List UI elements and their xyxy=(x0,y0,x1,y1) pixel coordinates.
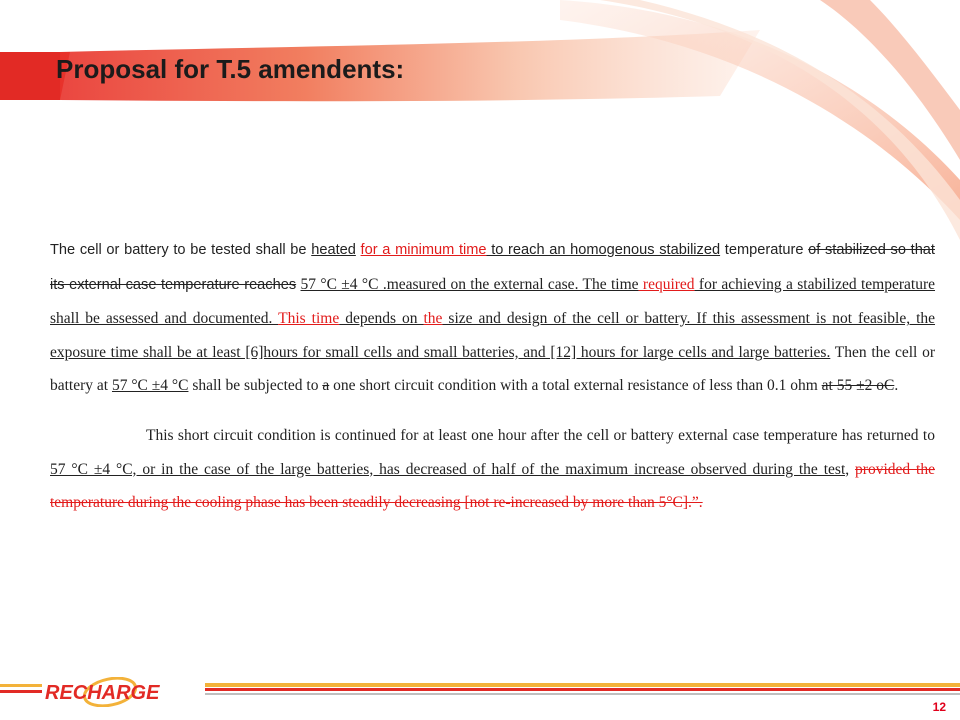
p1-deletion: at 55 ±2 oC xyxy=(821,377,895,395)
p1-text: . xyxy=(894,377,899,395)
paragraph-1 xyxy=(50,233,935,403)
p1-insert: size and design of the cell or battery. If this assessment is not feasible, the exposure time shall be at least [6]hours for small cells and small batteries, and [12] hours for large cells and large batteries. xyxy=(50,310,936,361)
p2-deletion-red: provided the temperature during the cooling phase has been steadily decreasing [not re-increased by more than 5°C].”. xyxy=(50,460,935,512)
p1-deletion: a xyxy=(322,377,330,395)
p1-text: shall be subjected to xyxy=(188,377,323,395)
p2-insert: 57 °C ±4 °C, or in the case of the large batteries, has decreased of half of the maximum increase observed during the test, xyxy=(50,460,850,478)
page-number: 12 xyxy=(932,700,946,714)
p1-insert: for achieving a stabilized temperature shall be assessed and documented. xyxy=(50,275,936,328)
p1-insert-red: This time xyxy=(278,310,340,328)
p1-insert-red: the xyxy=(423,310,443,328)
p1-text: one short circuit condition with a total external resistance of less than 0.1 ohm xyxy=(329,377,822,395)
p1-insert-red: required xyxy=(638,275,695,293)
slide-title: Proposal for T.5 amendents: xyxy=(56,54,405,84)
p1-insert: heated xyxy=(311,242,356,258)
p1-insert: 57 °C ±4 °C .measured on the external case. The time xyxy=(300,275,639,293)
p1-text: Then the cell or battery at xyxy=(50,343,935,395)
p1-insert: depends on xyxy=(339,310,424,328)
p2-indent xyxy=(50,427,146,444)
p2-text: This short circuit condition is continued for at least one hour after the cell or battery external case temperature has returned to xyxy=(146,426,935,444)
logo-text: RECHARGE xyxy=(45,682,160,704)
p1-insert: 57 °C ±4 °C xyxy=(111,377,189,395)
p1-deletion: of stabilized so that its external case temperature reaches xyxy=(50,242,935,293)
p1-insert-red: for a minimum time xyxy=(360,242,487,258)
paragraph-2 xyxy=(50,419,935,520)
recharge-logo xyxy=(45,677,205,707)
p1-insert: to reach an homogenous stabilized xyxy=(486,242,721,258)
p1-text: The cell or battery to be tested shall be xyxy=(50,242,312,258)
p1-text: temperature xyxy=(720,242,809,258)
body-text xyxy=(50,233,935,520)
